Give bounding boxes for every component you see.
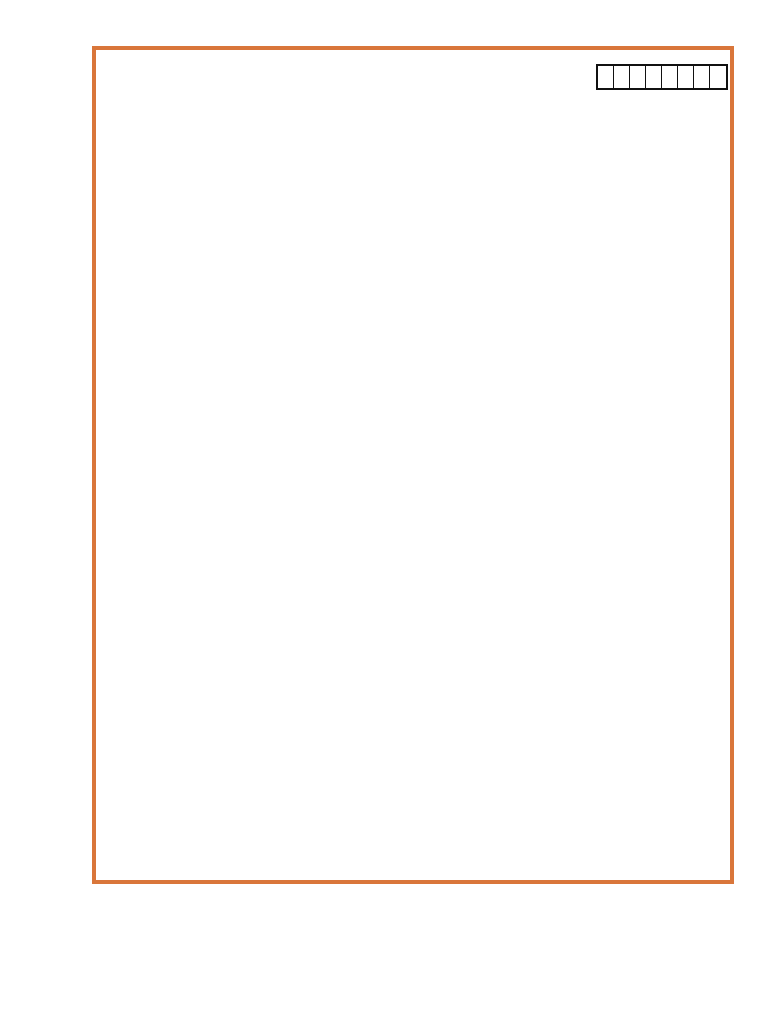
exam-paper-frame [92,46,734,884]
section-heading [109,156,125,170]
reg-no-boxes [596,64,728,90]
